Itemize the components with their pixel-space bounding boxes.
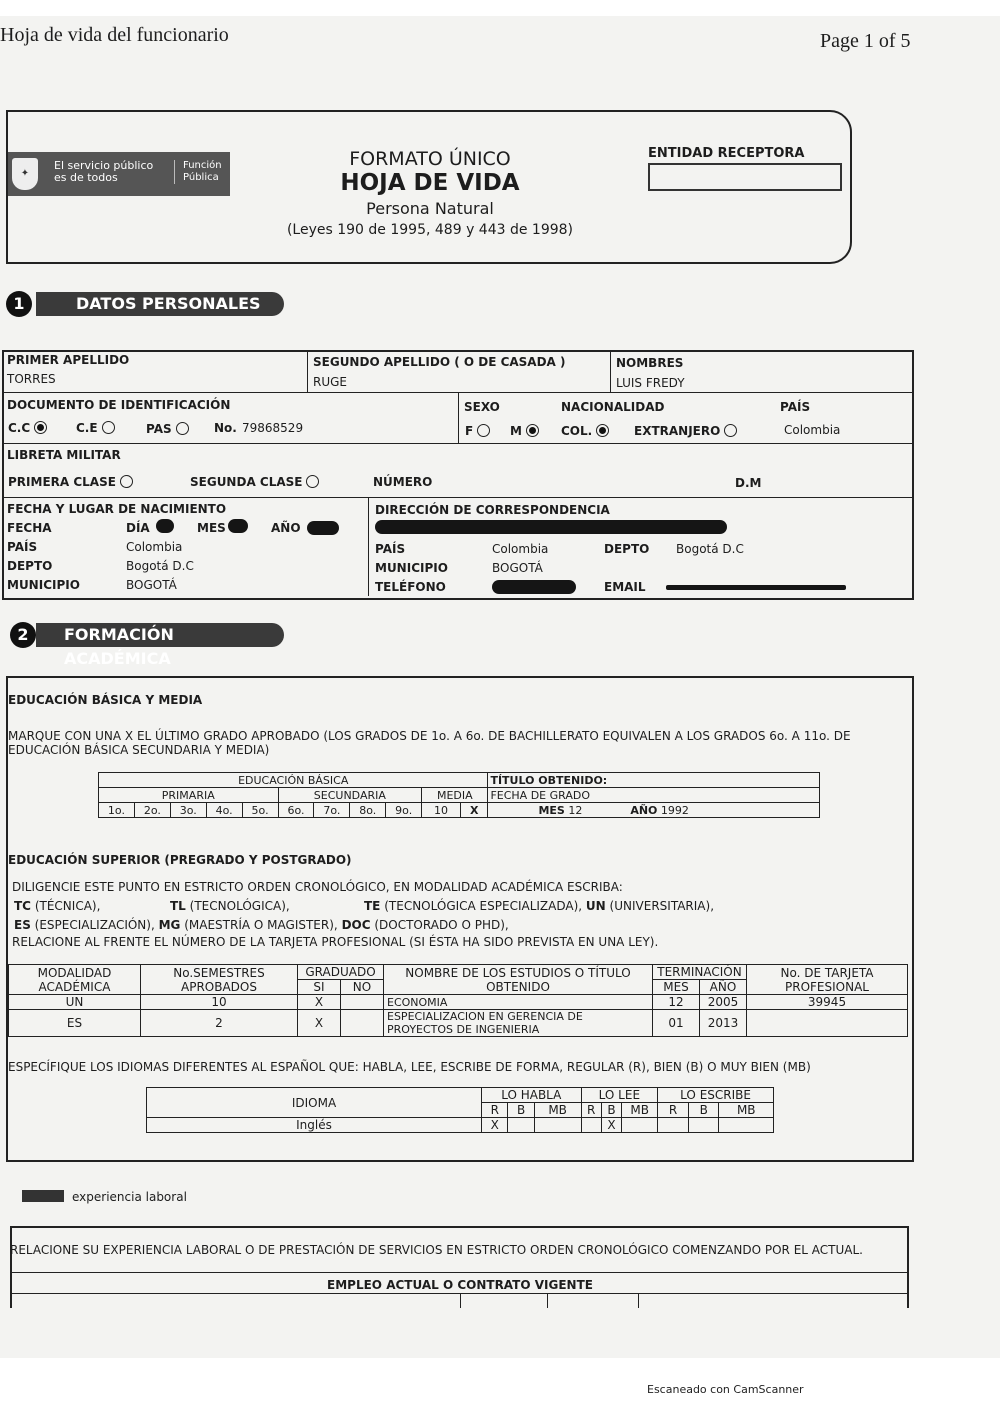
h-nombre: NOMBRE DE LOS ESTUDIOS O TÍTULO OBTENIDO [384, 965, 653, 995]
h-graduado: GRADUADO [298, 965, 384, 980]
idioma-header: IDIOMA [147, 1088, 482, 1118]
table-row [9, 1010, 908, 1037]
mes-value: 12 [568, 803, 583, 817]
pais-nac-label: PAÍS [7, 540, 38, 554]
row-no[interactable] [341, 1010, 384, 1037]
secundaria-header: SECUNDARIA [278, 788, 422, 803]
documento-label: DOCUMENTO DE IDENTIFICACIÓN [7, 398, 231, 412]
sexo-f-option[interactable] [465, 424, 490, 438]
ano-label: AÑO [630, 803, 658, 817]
tc-code: TC [14, 899, 31, 913]
doc-pas-option[interactable] [146, 422, 189, 436]
grade-cell[interactable]: 5o. [242, 803, 278, 818]
mb-header: MB [622, 1103, 658, 1118]
lo-habla-header: LO HABLA [482, 1088, 582, 1103]
col-divider [610, 351, 611, 392]
row-modalidad[interactable]: UN [9, 995, 141, 1010]
h-ano: AÑO [700, 980, 747, 995]
radio-unchecked-icon[interactable] [102, 421, 115, 434]
habla-b-cell[interactable] [508, 1118, 534, 1133]
col-divider [368, 498, 369, 596]
segundo-apellido-value[interactable]: RUGE [313, 375, 348, 389]
edu-basica-header: EDUCACIÓN BÁSICA [99, 773, 488, 788]
redacted-email [666, 585, 846, 590]
nacionalidad-label: NACIONALIDAD [561, 400, 665, 414]
row-divider [2, 392, 912, 393]
libreta-label: LIBRETA MILITAR [7, 448, 121, 462]
b-header: B [688, 1103, 719, 1118]
doc-ce-option[interactable] [76, 421, 115, 435]
primer-apellido-value[interactable]: TORRES [7, 372, 56, 386]
lee-r-cell[interactable] [581, 1118, 601, 1133]
government-logo [8, 152, 230, 196]
row-nombre[interactable]: ECONOMIA [384, 995, 653, 1010]
superior-instr-2c [364, 899, 714, 913]
row-divider [2, 443, 912, 444]
radio-unchecked-icon[interactable] [306, 475, 319, 488]
col-divider [460, 1294, 461, 1308]
radio-unchecked-icon[interactable] [477, 424, 490, 437]
h-si: SI [298, 980, 341, 995]
grade-cell[interactable]: 3o. [170, 803, 206, 818]
row-modalidad[interactable]: ES [9, 1010, 141, 1037]
table-row [147, 1118, 774, 1133]
dia-label: DÍA [126, 521, 150, 535]
row-tarjeta[interactable]: 39945 [747, 995, 908, 1010]
section-2-number: 2 [10, 622, 36, 648]
superior-instr-2b [170, 899, 290, 913]
b-header: B [508, 1103, 534, 1118]
fecha-lugar-label: FECHA Y LUGAR DE NACIMIENTO [7, 502, 227, 516]
superior-instr-3 [14, 918, 509, 932]
row-nombre[interactable]: ESPECIALIZACION EN GERENCIA DE PROYECTOS DE INGENIERIA [384, 1010, 653, 1037]
cc-label: C.C [8, 421, 31, 435]
entidad-label: ENTIDAD RECEPTORA [648, 146, 805, 161]
grade-cell[interactable]: 2o. [134, 803, 170, 818]
r-header: R [581, 1103, 601, 1118]
grade-cell[interactable]: 8o. [350, 803, 386, 818]
radio-unchecked-icon[interactable] [724, 424, 737, 437]
tc-desc: (TÉCNICA), [34, 899, 101, 913]
redacted-day [156, 519, 174, 533]
h-terminacion: TERMINACIÓN [653, 965, 747, 980]
form-title-3: Persona Natural [366, 199, 494, 218]
segunda-clase-option[interactable] [190, 475, 319, 489]
habla-r-cell[interactable]: X [482, 1118, 508, 1133]
grade-cell[interactable]: 4o. [206, 803, 242, 818]
row-si[interactable]: X [298, 1010, 341, 1037]
h-semestres: No.SEMESTRES APROBADOS [141, 965, 298, 995]
direccion-label: DIRECCIÓN DE CORRESPONDENCIA [375, 503, 610, 517]
fecha-grado-value[interactable] [488, 803, 820, 818]
pais-label: PAÍS [780, 400, 811, 414]
header-title: Hoja de vida del funcionario [0, 24, 229, 46]
entidad-field [648, 163, 842, 191]
depto-nac-label: DEPTO [7, 559, 53, 573]
mes-label: MES [538, 803, 565, 817]
row-tarjeta[interactable] [747, 1010, 908, 1037]
lo-escribe-header: LO ESCRIBE [658, 1088, 774, 1103]
h-mes: MES [653, 980, 700, 995]
section-3-icon [22, 1190, 64, 1202]
radio-unchecked-icon[interactable] [176, 422, 189, 435]
escribe-b-cell[interactable] [688, 1118, 719, 1133]
un-desc: (UNIVERSITARIA), [609, 899, 715, 913]
ce-label: C.E [76, 421, 98, 435]
primer-apellido-label: PRIMER APELLIDO [7, 353, 130, 367]
fecha-label: FECHA [7, 521, 52, 535]
primera-clase-label: PRIMERA CLASE [8, 475, 116, 489]
pais-corr-value[interactable]: Colombia [492, 542, 549, 556]
r-header: R [658, 1103, 689, 1118]
row-semestres[interactable]: 10 [141, 995, 298, 1010]
section-1-bar [36, 292, 284, 316]
redacted-phone [492, 580, 576, 594]
fecha-grado-label: FECHA DE GRADO [488, 788, 820, 803]
nombres-value[interactable]: LUIS FREDY [616, 376, 685, 390]
redacted-year [307, 521, 339, 535]
form-title-4: (Leyes 190 de 1995, 489 y 443 de 1998) [286, 222, 574, 238]
basica-table [98, 772, 820, 818]
table-row [9, 995, 908, 1010]
doc-cc-option[interactable] [8, 421, 47, 435]
col-divider [547, 1294, 548, 1308]
primaria-header: PRIMARIA [99, 788, 279, 803]
depto-nac-value[interactable]: Bogotá D.C [126, 559, 194, 573]
col-divider [458, 393, 459, 443]
segundo-apellido-label: SEGUNDO APELLIDO ( O DE CASADA ) [313, 355, 566, 369]
row-divider [10, 1272, 907, 1273]
grade-cell-marked[interactable]: X [460, 803, 488, 818]
row-semestres[interactable]: 2 [141, 1010, 298, 1037]
sexo-label: SEXO [464, 400, 500, 414]
superior-title: EDUCACIÓN SUPERIOR (PREGRADO Y POSTGRADO) [8, 853, 352, 867]
f-label: F [465, 424, 474, 438]
r-header: R [482, 1103, 508, 1118]
ano-label: AÑO [271, 521, 301, 535]
pais-corr-label: PAÍS [375, 542, 406, 556]
es-desc: (ESPECIALIZACIÓN), [34, 918, 155, 932]
nombres-label: NOMBRES [616, 356, 684, 370]
pais-nac-value[interactable]: Colombia [126, 540, 183, 554]
municipio-corr-value[interactable]: BOGOTÁ [492, 561, 543, 575]
doc-number-label: No. [214, 421, 237, 435]
row-ano[interactable]: 2013 [700, 1010, 747, 1037]
logo-line-1: El servicio público es de todos [54, 159, 154, 184]
te-desc: (TECNOLÓGICA ESPECIALIZADA), [384, 899, 583, 913]
form-title-1: FORMATO ÚNICO [349, 148, 511, 170]
extranjero-label: EXTRANJERO [634, 424, 721, 438]
section-1-number: 1 [6, 291, 32, 317]
b-header: B [601, 1103, 621, 1118]
segunda-clase-label: SEGUNDA CLASE [190, 475, 303, 489]
h-no: NO [341, 980, 384, 995]
mg-desc: (MAESTRÍA O MAGISTER), [184, 918, 338, 932]
radio-checked-icon[interactable] [34, 421, 47, 434]
tl-desc: (TECNOLÓGICA), [189, 899, 290, 913]
tl-code: TL [170, 899, 186, 913]
nacionalidad-col-option[interactable] [561, 424, 609, 438]
superior-instr-1: DILIGENCIE ESTE PUNTO EN ESTRICTO ORDEN CRONOLÓGICO, EN MODALIDAD ACADÉMICA ESCRIBA: [12, 880, 623, 894]
doc-code: DOC [341, 918, 371, 932]
idioma-value[interactable]: Inglés [147, 1118, 482, 1133]
ano-value: 1992 [660, 803, 689, 817]
sexo-m-option[interactable] [510, 424, 539, 438]
doc-desc: (DOCTORADO O PHD), [374, 918, 509, 932]
municipio-corr-label: MUNICIPIO [375, 561, 448, 575]
lee-b-cell[interactable]: X [601, 1118, 621, 1133]
escribe-mb-cell[interactable] [719, 1118, 774, 1133]
telefono-label: TELÉFONO [375, 580, 446, 594]
row-mes[interactable]: 12 [653, 995, 700, 1010]
redacted-address [375, 520, 727, 534]
pais-value[interactable]: Colombia [784, 423, 841, 437]
section-1-title: DATOS PERSONALES [76, 294, 261, 313]
lo-lee-header: LO LEE [581, 1088, 658, 1103]
lee-mb-cell[interactable] [622, 1118, 658, 1133]
scanner-watermark: Escaneado con CamScanner [647, 1383, 804, 1396]
idiomas-instructions: ESPECÍFIQUE LOS IDIOMAS DIFERENTES AL ESPAÑOL QUE: HABLA, LEE, ESCRIBE DE FORMA, REGULAR (R), BIEN (B) O MUY BIEN (MB) [8, 1060, 811, 1074]
escribe-r-cell[interactable] [658, 1118, 689, 1133]
radio-checked-icon[interactable] [596, 424, 609, 437]
logo-line-2: Función Pública [174, 160, 237, 184]
doc-number-value[interactable]: 79868529 [242, 421, 304, 435]
habla-mb-cell[interactable] [534, 1118, 581, 1133]
un-code: UN [585, 899, 606, 913]
row-ano[interactable]: 2005 [700, 995, 747, 1010]
es-code: ES [14, 918, 31, 932]
grade-cell[interactable]: 10 [422, 803, 461, 818]
col-divider [638, 1294, 639, 1308]
superior-instr-2 [14, 899, 100, 913]
col-label: COL. [561, 424, 593, 438]
municipio-nac-value[interactable]: BOGOTÁ [126, 578, 177, 592]
dm-label: D.M [735, 476, 762, 490]
m-label: M [510, 424, 522, 438]
mb-header: MB [534, 1103, 581, 1118]
depto-corr-value[interactable]: Bogotá D.C [676, 542, 744, 556]
h-tarjeta: No. DE TARJETA PROFESIONAL [747, 965, 908, 995]
basica-instructions: MARQUE CON UNA X EL ÚLTIMO GRADO APROBADO (LOS GRADOS DE 1o. A 6o. DE BACHILLERATO EQUIVALEN A LOS GRADOS 6o. A 11o. DE EDUCACIÓN BÁSICA SECUNDARIA Y MEDIA) [8, 729, 851, 757]
pas-label: PAS [146, 422, 172, 436]
municipio-nac-label: MUNICIPIO [7, 578, 80, 592]
te-code: TE [364, 899, 381, 913]
form-title-2: HOJA DE VIDA [340, 170, 520, 196]
depto-corr-label: DEPTO [604, 542, 650, 556]
radio-unchecked-icon[interactable] [120, 475, 133, 488]
nacionalidad-extranjero-option[interactable] [634, 424, 737, 438]
media-header: MEDIA [422, 788, 488, 803]
titulo-label: TÍTULO OBTENIDO: [488, 773, 820, 788]
h-modalidad: MODALIDAD ACADÉMICA [9, 965, 141, 995]
redacted-month [228, 519, 248, 533]
superior-instr-4: RELACIONE AL FRENTE EL NÚMERO DE LA TARJETA PROFESIONAL (SI ÉSTA HA SIDO PREVISTA EN UNA LEY). [12, 935, 659, 949]
radio-checked-icon[interactable] [526, 424, 539, 437]
section-2-bar [36, 623, 284, 668]
grade-cell[interactable]: 6o. [278, 803, 314, 818]
row-divider [2, 497, 912, 498]
row-no[interactable] [341, 995, 384, 1010]
primera-clase-option[interactable] [8, 475, 133, 489]
page-indicator: Page 1 of 5 [820, 30, 911, 52]
grade-cell[interactable]: 1o. [99, 803, 135, 818]
grade-cell[interactable]: 9o. [386, 803, 422, 818]
mes-label: MES [197, 521, 226, 535]
col-divider [307, 351, 308, 392]
section-3-title: experiencia laboral [72, 1190, 187, 1204]
numero-label: NÚMERO [373, 475, 433, 489]
row-si[interactable]: X [298, 995, 341, 1010]
row-mes[interactable]: 01 [653, 1010, 700, 1037]
superior-table [8, 964, 908, 1037]
empleo-actual-header: EMPLEO ACTUAL O CONTRATO VIGENTE [327, 1278, 593, 1292]
email-label: EMAIL [604, 580, 646, 594]
grade-cell[interactable]: 7o. [314, 803, 350, 818]
mb-header: MB [719, 1103, 774, 1118]
section-2-title: FORMACIÓN ACADÉMICA [64, 625, 174, 668]
shield-icon: ✦ [12, 158, 38, 190]
experience-instructions: RELACIONE SU EXPERIENCIA LABORAL O DE PRESTACIÓN DE SERVICIOS EN ESTRICTO ORDEN CRONOLÓGICO COMENZANDO POR EL ACTUAL. [10, 1243, 863, 1257]
mg-code: MG [158, 918, 181, 932]
basica-title: EDUCACIÓN BÁSICA Y MEDIA [8, 693, 203, 707]
idiomas-table [146, 1087, 774, 1133]
row-divider [10, 1293, 907, 1294]
